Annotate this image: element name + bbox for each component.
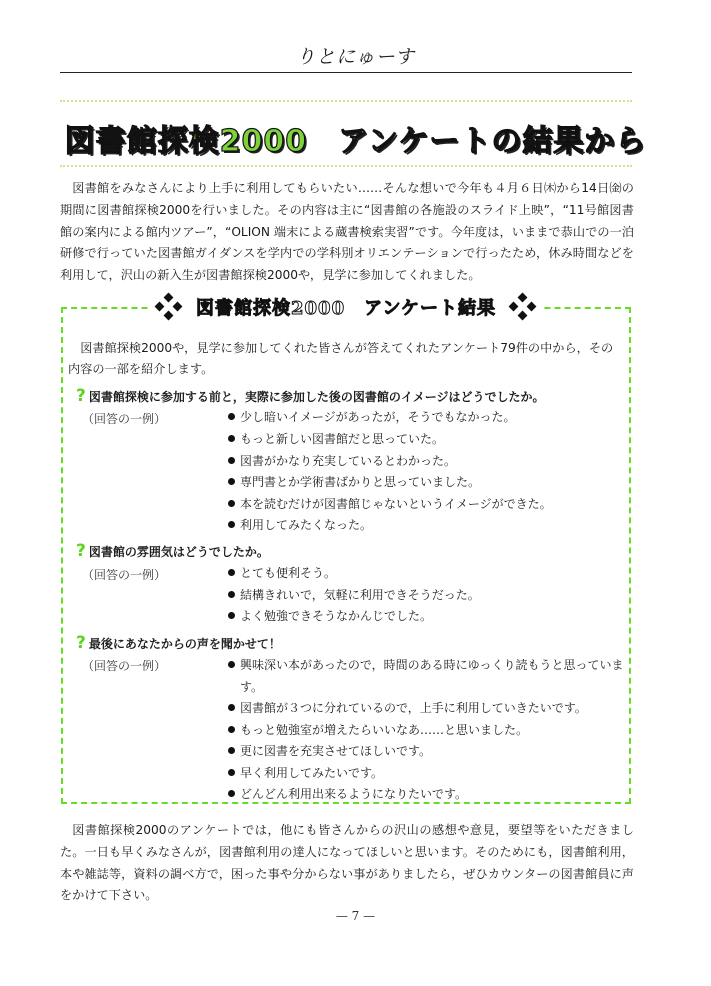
bullet-icon bbox=[228, 790, 235, 797]
question-3 bbox=[76, 633, 281, 653]
answer-item: もっと勉強室が増えたらいいなあ……と思いました。 bbox=[228, 719, 638, 741]
bullet-icon bbox=[228, 500, 235, 507]
intro-paragraph: 図書館をみなさんにより上手に利用してもらいたい……そんな想いで今年も４月６日㈭から14日㈮の期間に図書館探検2000を行いました。その内容は主に“図書館の各施設のスライド上映”，“11号館図書館の案内による館内ツアー”，“OLION 端末による蔵書検索実習”です。今年度は，いままで恭山での一泊研修で行っていた図書館ガイダンスを学内での学科別オリエンテーションで行ったため，休み時間などを利用して，沢山の新入生が図書館探検2000や，見学に参加してくれました。 bbox=[60, 181, 634, 283]
bullet-icon bbox=[228, 569, 235, 576]
bullet-icon bbox=[228, 478, 235, 485]
article-title: 図書館探検2000 アンケートの結果から bbox=[64, 124, 647, 159]
bullet-icon bbox=[228, 769, 235, 776]
bullet-icon bbox=[228, 413, 235, 420]
answer-item: 本を読むだけが図書館じゃないというイメージができた。 bbox=[228, 493, 638, 515]
answer-item: 専門書とか学術書ばかりと思っていました。 bbox=[228, 471, 638, 493]
answer-item: 興味深い本があったので，時間のある時にゆっくり読もうと思っています。 bbox=[228, 654, 638, 698]
answer-item: 利用してみたくなった。 bbox=[228, 514, 638, 536]
answer-item: とても便利そう。 bbox=[228, 562, 638, 584]
header-rule bbox=[60, 72, 632, 73]
newsletter-header-title: りとにゅーす bbox=[296, 46, 415, 68]
bullet-icon bbox=[228, 521, 235, 528]
question-2-text: 図書館の雰囲気はどうでしたか。 bbox=[88, 544, 269, 559]
question-1 bbox=[76, 386, 545, 406]
answer-label-2: （回答の一例） bbox=[82, 568, 167, 582]
answer-label-3: （回答の一例） bbox=[82, 659, 167, 673]
question-2 bbox=[76, 541, 269, 561]
diamond-ornament-right-icon bbox=[510, 294, 536, 320]
question-mark-icon: ? bbox=[76, 541, 86, 561]
answer-label-1: （回答の一例） bbox=[82, 412, 167, 426]
diamond-ornament-left-icon bbox=[156, 294, 182, 320]
page-number: — 7 — bbox=[335, 909, 376, 923]
bullet-icon bbox=[228, 435, 235, 442]
bullet-icon bbox=[228, 704, 235, 711]
bullet-icon bbox=[228, 726, 235, 733]
question-1-text: 図書館探検に参加する前と，実際に参加した後の図書館のイメージはどうでしたか。 bbox=[88, 389, 545, 404]
question-mark-icon: ? bbox=[76, 633, 86, 653]
answer-item: どんどん利用出来るようになりたいです。 bbox=[228, 783, 638, 805]
bullet-icon bbox=[228, 747, 235, 754]
answer-item: もっと新しい図書館だと思っていた。 bbox=[228, 428, 638, 450]
bullet-icon bbox=[228, 591, 235, 598]
answer-item: 早く利用してみたいです。 bbox=[228, 762, 638, 784]
question-3-text: 最後にあなたからの声を聞かせて！ bbox=[88, 636, 281, 651]
question-mark-icon: ? bbox=[76, 386, 86, 406]
answer-item: 結構きれいで，気軽に利用できそうだった。 bbox=[228, 584, 638, 606]
answer-item: よく勉強できそうなかんじでした。 bbox=[228, 605, 638, 627]
answer-item: 図書がかなり充実しているとわかった。 bbox=[228, 450, 638, 472]
bullet-icon bbox=[228, 661, 235, 668]
answer-item: 図書館が３つに分れているので，上手に利用していきたいです。 bbox=[228, 697, 638, 719]
bullet-icon bbox=[228, 457, 235, 464]
survey-intro: 図書館探検2000や，見学に参加してくれた皆さんが答えてくれたアンケート79件の中から，その内容の一部を紹介します。 bbox=[68, 341, 614, 376]
answer-item: 更に図書を充実させてほしいです。 bbox=[228, 740, 638, 762]
answer-item: 少し暗いイメージがあったが，そうでもなかった。 bbox=[228, 406, 638, 428]
title-bottom-rule bbox=[60, 165, 632, 167]
survey-box-title: 図書館探検2000 アンケート結果 bbox=[196, 298, 497, 319]
survey-box-title-wrap bbox=[150, 292, 542, 322]
title-top-rule bbox=[60, 100, 632, 102]
closing-paragraph: 図書館探検2000のアンケートでは，他にも皆さんからの沢山の感想や意見，要望等をいただきました。一日も早くみなさんが，図書館利用の達人になってほしいと思います。そのためにも，図書館利用，本や雑誌等，資料の調べ方で，困った事や分からない事がありましたら，ぜひカウンターの図書館員に声をかけて下さい。 bbox=[60, 823, 634, 903]
bullet-icon bbox=[228, 612, 235, 619]
